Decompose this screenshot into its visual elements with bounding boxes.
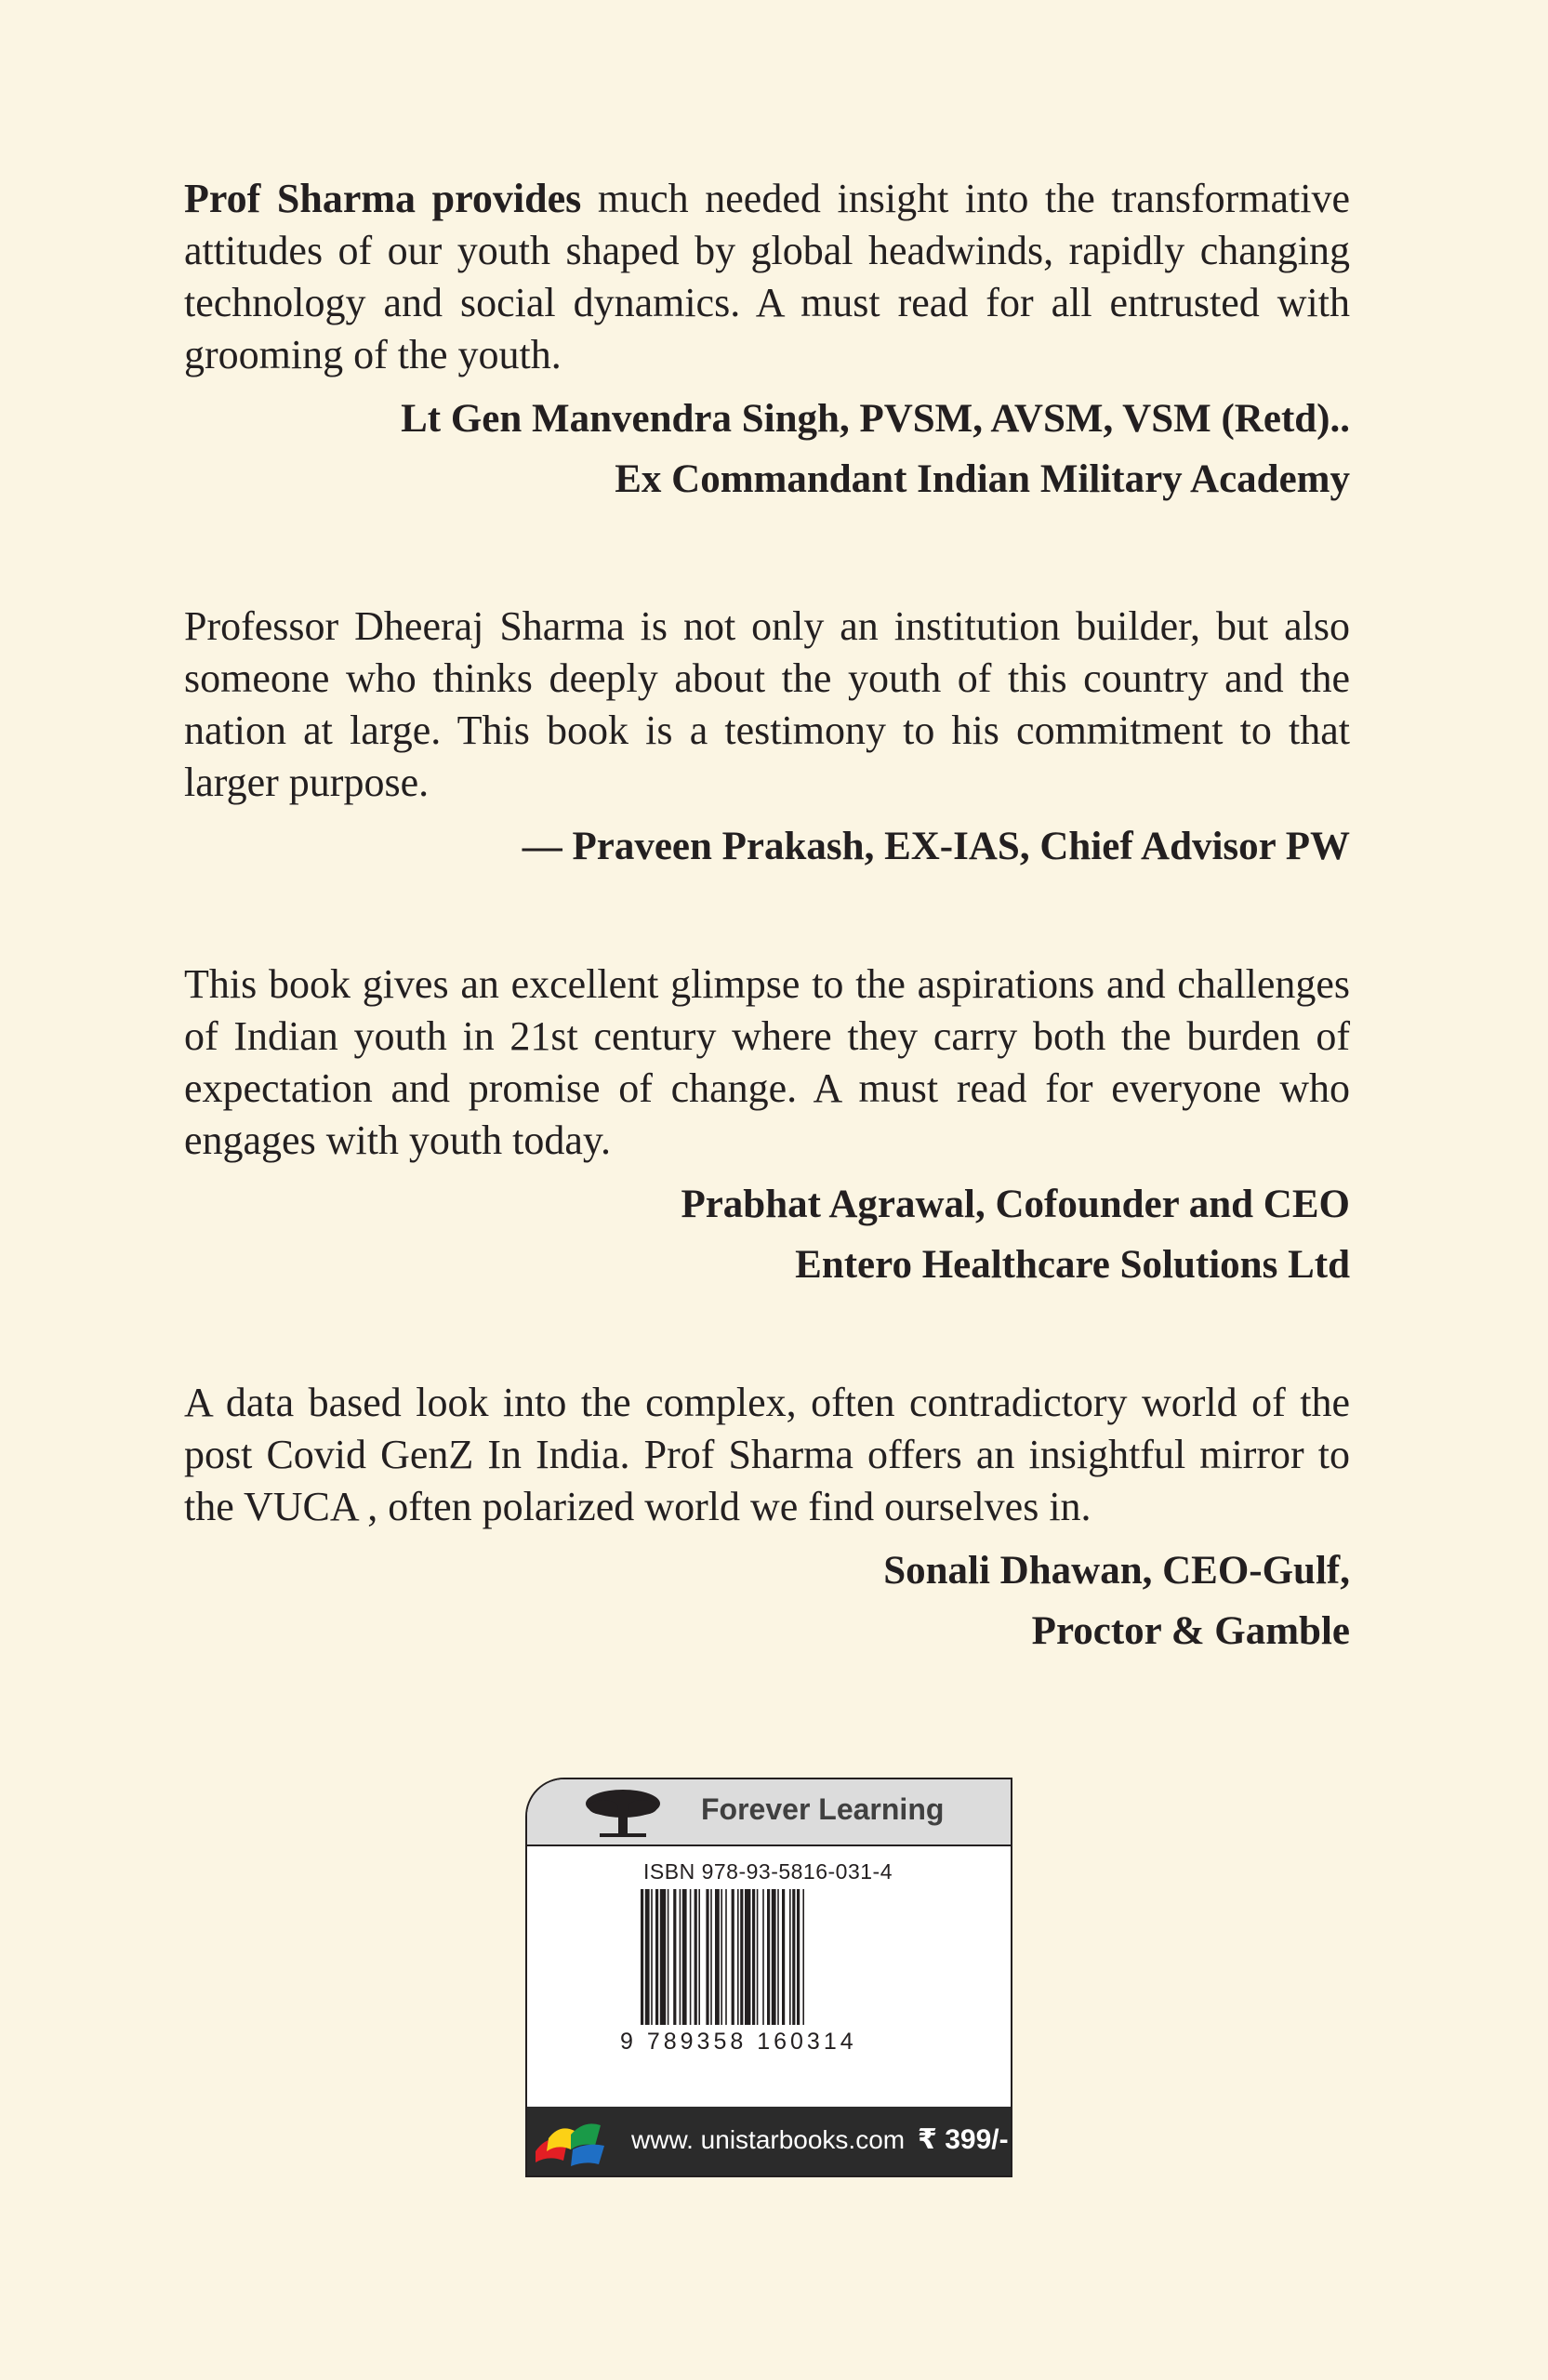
barcode-bar bbox=[752, 1889, 755, 2025]
endorsement-text bbox=[184, 173, 1350, 381]
endorsement-body: much needed insight into the transformative attitudes of our youth shaped by global headwinds, rapidly changing technology and social dynamics. A must read for all entrusted with grooming of the youth. bbox=[184, 176, 1350, 377]
barcode-bar bbox=[725, 1889, 727, 2025]
endorsement-author: — Praveen Prakash, EX-IAS, Chief Advisor PW bbox=[522, 825, 1350, 868]
barcode-bar bbox=[710, 1889, 712, 2025]
barcode-bar bbox=[695, 1889, 697, 2025]
barcode-bar bbox=[777, 1889, 779, 2025]
barcode-bar bbox=[782, 1889, 785, 2025]
barcode-bar bbox=[732, 1889, 734, 2025]
barcode-bar bbox=[797, 1889, 800, 2025]
endorsement-author-title: Entero Healthcare Solutions Ltd bbox=[795, 1243, 1350, 1287]
label-footer bbox=[527, 2107, 1011, 2175]
barcode-bar bbox=[757, 1889, 759, 2025]
publisher-website: www. unistarbooks.com bbox=[631, 2125, 906, 2154]
barcode-bar bbox=[673, 1889, 676, 2025]
barcode-bar bbox=[715, 1889, 720, 2025]
barcode-bar bbox=[698, 1889, 700, 2025]
label-header bbox=[527, 1779, 1011, 1846]
barcode-bar bbox=[802, 1889, 804, 2025]
barcode-bar bbox=[645, 1889, 650, 2025]
barcode-bar bbox=[651, 1889, 653, 2025]
barcode-bar bbox=[660, 1889, 666, 2025]
publisher-logo-icon bbox=[530, 2114, 610, 2168]
barcode-bar bbox=[690, 1889, 692, 2025]
barcode-bar bbox=[762, 1889, 764, 2025]
barcode-bar bbox=[789, 1889, 791, 2025]
barcode-bar bbox=[737, 1889, 739, 2025]
isbn-text: ISBN 978-93-5816-031-4 bbox=[643, 1859, 893, 1884]
barcode-bar bbox=[792, 1889, 795, 2025]
endorsement-author-title: Ex Commandant Indian Military Academy bbox=[615, 457, 1350, 501]
barcode-bar bbox=[668, 1889, 669, 2025]
endorsements bbox=[184, 173, 1350, 1661]
endorsement-text: Professor Dheeraj Sharma is not only an institution builder, but also someone who thinks deeply about the youth of this country and the nation at large. This book is a testimony to his commitment to that larger purpose. bbox=[184, 603, 1350, 805]
barcode-label bbox=[525, 1778, 1012, 2177]
endorsement-author-title: Proctor & Gamble bbox=[1031, 1609, 1350, 1653]
barcode-bar bbox=[680, 1889, 681, 2025]
endorsement-1 bbox=[184, 173, 1350, 509]
barcode-bar bbox=[740, 1889, 743, 2025]
endorsement-2 bbox=[184, 601, 1350, 877]
endorsement-4 bbox=[184, 1377, 1350, 1661]
endorsement-text: A data based look into the complex, often contradictory world of the post Covid GenZ In India. Prof Sharma offers an insightful mirror to the VUCA , often polarized world we find ourselves in. bbox=[184, 1380, 1350, 1529]
barcode-bar bbox=[772, 1889, 776, 2025]
endorsement-author: Lt Gen Manvendra Singh, PVSM, AVSM, VSM (Retd).. bbox=[401, 397, 1350, 441]
tree-icon bbox=[583, 1787, 663, 1839]
endorsement-author: Sonali Dhawan, CEO-Gulf, bbox=[883, 1549, 1350, 1593]
barcode-bar bbox=[767, 1889, 770, 2025]
barcode-bar bbox=[706, 1889, 708, 2025]
barcode-bar bbox=[655, 1889, 658, 2025]
barcode-digits: 9 789358 160314 bbox=[620, 2029, 857, 2055]
endorsement-text: This book gives an excellent glimpse to the aspirations and challenges of Indian youth in 21st century where they carry both the burden of expectation and promise of change. A must read for everyone who engages with youth today. bbox=[184, 961, 1350, 1163]
barcode-bar bbox=[745, 1889, 750, 2025]
barcode-bar bbox=[721, 1889, 722, 2025]
price: ₹ 399/- bbox=[918, 2124, 1009, 2155]
endorsement-lead: Prof Sharma provides bbox=[184, 176, 582, 221]
endorsement-author: Prabhat Agrawal, Cofounder and CEO bbox=[681, 1183, 1350, 1226]
barcode-bar bbox=[682, 1889, 687, 2025]
label-title: Forever Learning bbox=[701, 1792, 945, 1826]
barcode-bar bbox=[641, 1889, 643, 2025]
barcode bbox=[639, 1889, 899, 2025]
endorsement-3 bbox=[184, 959, 1350, 1295]
